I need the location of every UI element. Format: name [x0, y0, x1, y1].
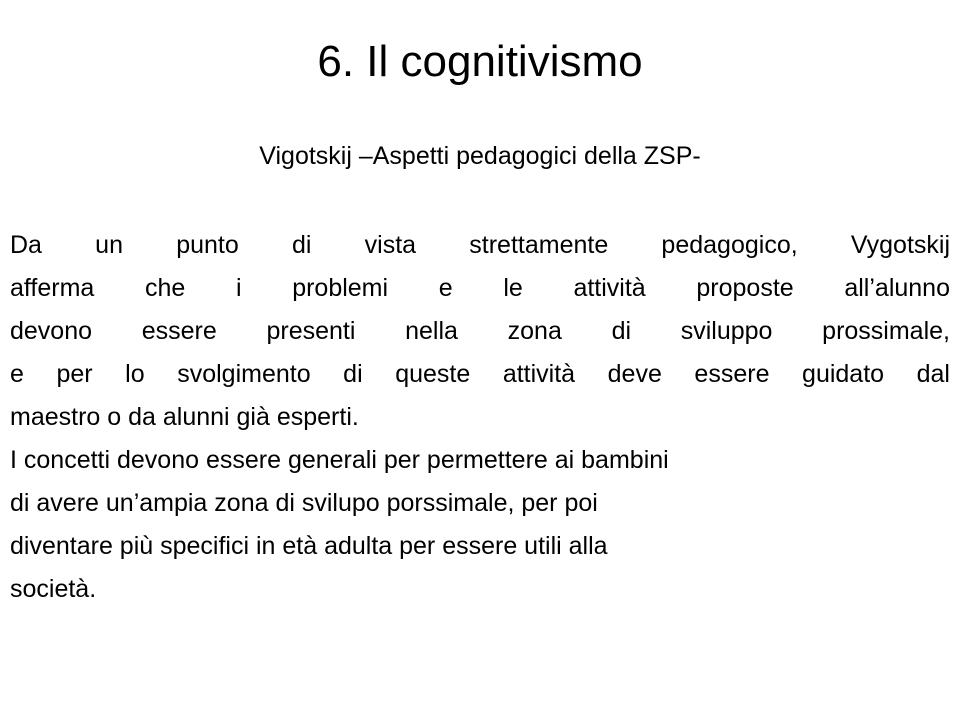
paragraph-2	[10, 439, 950, 611]
text-line: e per lo svolgimento di queste attività deve essere guidato dal	[10, 360, 950, 388]
text-line: di avere un’ampia zona di svilupo porssimale, per poi	[10, 489, 598, 517]
slide-subtitle: Vigotskij –Aspetti pedagogici della ZSP-	[259, 142, 701, 170]
text-line: I concetti devono essere generali per permettere ai bambini	[10, 446, 669, 474]
slide-body	[10, 224, 950, 611]
text-line: afferma che i problemi e le attività proposte all’alunno	[10, 274, 950, 302]
slide-title: 6. Il cognitivismo	[317, 37, 643, 86]
text-line: diventare più specifici in età adulta per essere utili alla	[10, 532, 608, 560]
text-line: Da un punto di vista strettamente pedagogico, Vygotskij	[10, 231, 950, 259]
text-line: devono essere presenti nella zona di sviluppo prossimale,	[10, 317, 950, 345]
paragraph-1	[10, 224, 950, 439]
text-line: società.	[10, 575, 97, 603]
text-line: maestro o da alunni già esperti.	[10, 403, 359, 431]
